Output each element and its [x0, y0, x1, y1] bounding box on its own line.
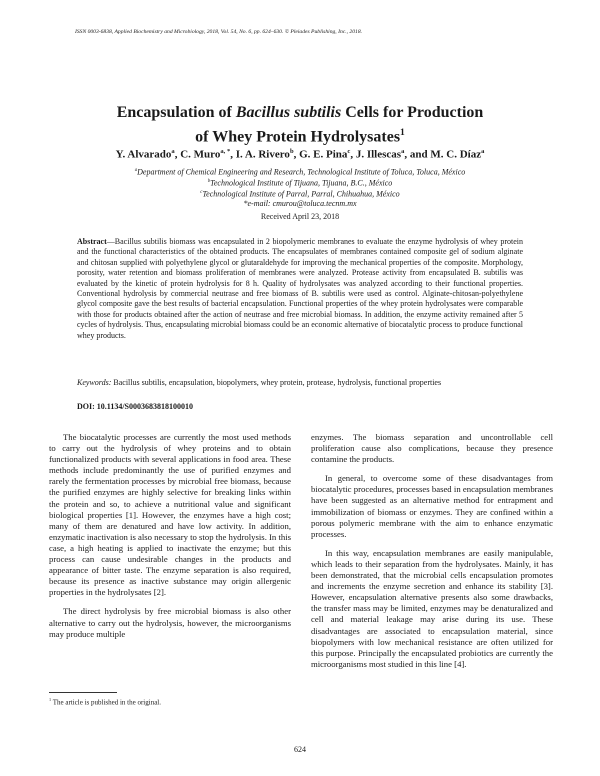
affiliation-b — [60, 177, 540, 189]
keywords — [77, 378, 523, 388]
abstract — [77, 237, 523, 341]
body-column-left — [49, 432, 291, 640]
affiliation-mark: * — [243, 199, 248, 208]
author-aff-mark: a, * — [220, 148, 231, 155]
paragraph: The biocatalytic processes are currently the most used methods to carry out the hydrolysis of whey proteins and to obtain functionalized products with several applications in food area. These methods include predominantly the use of purified enzymes and rarely the fermentation processes by microbial free biomass, because the purified enzymes are highly selective for breaking links within the protein and so, to achieve a nutritional value and significant biological properties [1]. However, the enzymes have a high cost; many of them are denatured and have low activity. In addition, enzymatic inactivation is also necessary to stop the hydrolysis. In this case, a high heating is applied to inactivate the enzyme; but this process can cause undesirable changes in the products and appearance of bitter taste. The enzyme separation is also required, because its presence as inactive substance may origin allergenic properties in the hydrolysates [2]. — [49, 432, 291, 598]
author: J. Illescas — [355, 148, 402, 161]
affiliation-c — [60, 188, 540, 200]
author: C. Muro — [180, 148, 221, 161]
paragraph: In general, to overcome some of these disadvantages from biocatalytic procedures, processes based in encapsulation membranes have been suggested as an alternative method for entrapment and immobilization of biomass or enzymes. They are confined within a porous polymeric membrane with the aim to enhance enzymatic processes. — [311, 473, 553, 539]
author: M. C. Díaz — [430, 148, 482, 161]
author-aff-mark: b — [289, 148, 294, 155]
author: I. A. Rivero — [235, 148, 290, 161]
received-date: Received April 23, 2018 — [260, 212, 340, 221]
title-line2: of Whey Protein Hydrolysates — [195, 128, 401, 146]
title-part2: Cells for Production — [341, 104, 484, 121]
paragraph: In this way, encapsulation membranes are easily manipulable, which leads to their separation from the hydrolysates. Mainly, it has been demonstrated, that the microbial cells encapsulation promotes and increments the enzyme secretion and enhance its stability [3]. However, encapsulation alternative presents also some drawbacks, the transfer mass may be limited, enzymes may be denaturalized and cell and material leakage may arise during its use. These disadvantages are associated to encapsulation material, since biopolymers with low mechanical resistance are often utilized for this purpose. Principally the encapsulated probiotics are currently the microorganisms most studied in this line [4]. — [311, 547, 553, 669]
author-aff-mark: c — [347, 148, 351, 155]
author-aff-mark: a — [401, 148, 405, 155]
email-text: e-mail: cmurou@toluca.tecnm.mx — [247, 199, 357, 208]
title-organism: Bacillus subtilis — [235, 104, 342, 121]
article-title — [60, 103, 540, 147]
affiliation-mark: c — [200, 190, 203, 195]
author: Y. Alvarado — [115, 148, 172, 161]
keywords-label: Keywords: — [77, 378, 112, 387]
body-column-right — [311, 432, 553, 670]
affiliation-text: Department of Chemical Engineering and Research, Technological Institute of Toluca, Toluca, México — [137, 167, 466, 177]
corresponding-email — [60, 199, 540, 209]
affiliation-mark: b — [207, 179, 211, 184]
abstract-label: Abstract — [77, 237, 107, 246]
footnote-divider — [49, 692, 117, 693]
affiliation-mark: a — [134, 168, 138, 173]
author-aff-mark: a — [171, 148, 175, 155]
keywords-text: Bacillus subtilis, encapsulation, biopolymers, whey protein, protease, hydrolysis, functional properties — [113, 378, 442, 387]
page-number: 624 — [294, 745, 306, 754]
doi: DOI: 10.1134/S0003683818100010 — [77, 402, 194, 411]
footnote-mark: 1 — [49, 697, 52, 702]
paragraph: The direct hydrolysis by free microbial biomass is also other alternative to carry out the hydrolysis, however, the microorganisms may produce multiple — [49, 606, 291, 639]
author: G. E. Pina — [299, 148, 348, 161]
author-aff-mark: a — [481, 148, 485, 155]
paragraph: enzymes. The biomass separation and uncontrollable cell proliferation cause also complications, because they presence contamine the products. — [311, 432, 553, 465]
author-list: Y. Alvarado$^a$, C. Muro$^{a, *}$, I. A. Rivero$^b$, G. E. Pina$^c$, J. Illescas$^a$, and M. C. Díaz$^a$ — [115, 148, 485, 161]
footnote-text: The article is published in the original. — [52, 698, 161, 707]
title-footnote-mark: 1 — [400, 127, 405, 138]
footnote — [49, 697, 161, 706]
affiliation-a — [60, 166, 540, 178]
affiliation-text: Technological Institute of Tijuana, Tijuana, B.C., México — [210, 178, 393, 188]
abstract-text: —Bacillus subtilis biomass was encapsulated in 2 biopolymeric membranes to evaluate the enzyme hydrolysis of whey protein and the functional characteristics of the obtained products. The encapsulates of membranes contained composite gel of sodium alginate and chitosan supplied with polyethylene glycol or glutaraldehyde for improving the mechanical properties of the composite. Morphology, porosity, water retention and biomass proliferation of membranes were analyzed. Protease activity from encapsulated B. subtilis was evaluated by the kinetic of protein hydrolysis for 8 h. Quality of hydrolysates was analyzed according to their functional properties. Conventional hydrolysis by commercial neutrase and free biomass of B. subtilis were used as control. Alginate-chitosan-polyethylene glycol composite gave the best results of bacterial encapsulation. Functional properties of the whey protein hydrolysates were comparable with those for products obtained after the action of neutrase and free microbial biomass. In addition, the enzyme activity remained after 5 cycles of hydrolysis. Thus, encapsulating microbial biomass could be an economic alternative of biocatalytic process to produce functional whey products. — [77, 237, 523, 340]
title-part1: Encapsulation of — [116, 104, 236, 121]
affiliation-text: Technological Institute of Parral, Parral, Chihuahua, México — [202, 189, 400, 199]
journal-header: ISSN 0003-6838, Applied Biochemistry and Microbiology, 2018, Vol. 54, No. 6, pp. 624–630. © Pleiades Publishing, Inc., 2018. — [75, 29, 363, 35]
